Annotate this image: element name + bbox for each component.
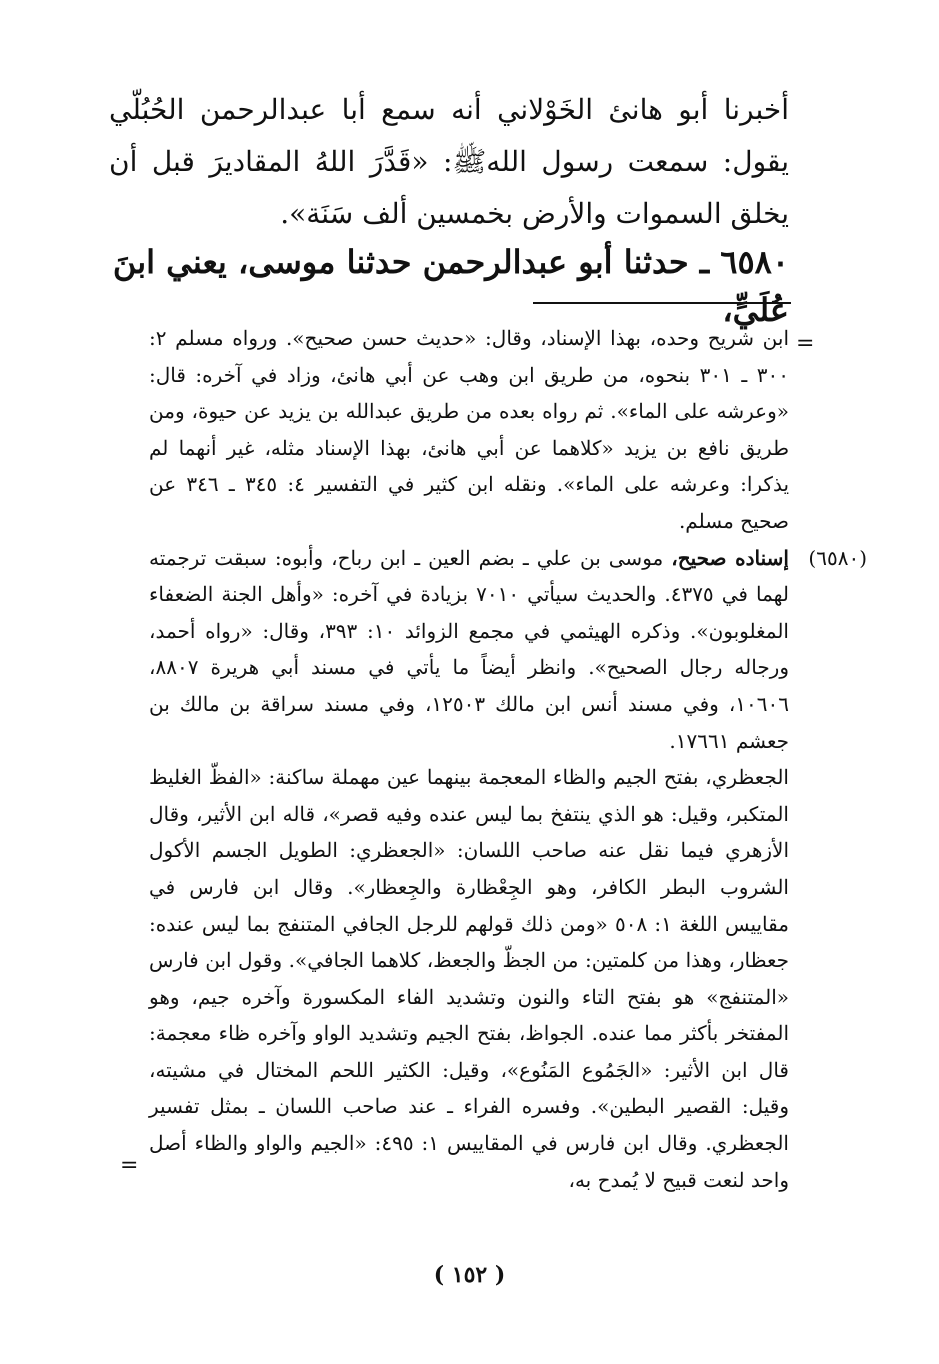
footnotes-block <box>149 320 867 1198</box>
main-paragraph: أخبرنا أبو هانئ الخَوْلاني أنه سمع أبا عبدالرحمن الحُبُلّي يقول: سمعت رسول اللهﷺ: «قَدَّرَ اللهُ المقاديرَ قبل أن يخلق السموات والأرض بخمسين ألف سَنَة». <box>109 93 789 230</box>
hadith-heading-text: حدثنا أبو عبدالرحمن حدثنا موسى، يعني ابنَ عُلَيٍّ، <box>112 243 789 329</box>
main-text-block <box>109 84 789 240</box>
footnote-gloss: الجعظري، بفتح الجيم والظاء المعجمة بينهما عين مهملة ساكنة: «الفظّ الغليظ المتكبر، وقيل: هو الذي ينتفخ بما ليس عنده وفيه قصر»، قاله ابن الأثير، وقال الأزهري فيما نقل عنه صاحب اللسان: «الجعظري: الطويل الجسم الأكول الشروب البطر الكافر، وهو الجِعْظارة والجِعظار». وقال ابن فارس في مقاييس اللغة ١: ٥٠٨ «ومن ذلك قولهم للرجل الجافي المتنفج بما ليس عنده: جعظار، وهذا من كلمتين: من الجظّ والجعظ، كلاهما الجافي». وقول ابن فارس «المتنفج» هو بفتح التاء والنون وتشديد الفاء المكسورة وآخره جيم، وهو المفتخر بأكثر مما عنده. الجواظ، بفتح الجيم وتشديد الواو وآخره ظاء معجمة: قال ابن الأثير: «الجَمُوع المَنُوع»، وقيل: الكثير اللحم المختال في مشيته، وقيل: القصير البطين». وفسره الفراء ـ عند صاحب اللسان ـ بمثل تفسير الجعظري. وقال ابن فارس في المقاييس ١: ٤٩٥: «الجيم والواو والظاء أصل واحد لنعت قبيح لا يُمدح به، <box>149 765 789 1192</box>
footnote-lead: إسناده صحيح، <box>671 545 789 570</box>
page-number: ( ١٥٢ ) <box>433 1262 506 1288</box>
footnote-continued: ابن شريح وحده، بهذا الإسناد، وقال: «حديث حسن صحيح». ورواه مسلم ٢: ٣٠٠ ـ ٣٠١ بنحوه، من طريق ابن وهب عن أبي هانئ، وزاد في آخره: قال: «وعرشه على الماء». ثم رواه بعده من طريق عبدالله بن يزيد عن حيوة، ومن طريق نافع بن يزيد «كلاهما عن أبي هانئ، بهذا الإسناد مثله، غير أنهما لم يذكرا: وعرشه على الماء». ونقله ابن كثير في التفسير ٤: ٣٤٥ ـ ٣٤٦ عن صحيح مسلم. <box>149 326 790 533</box>
continuation-mark: = <box>796 331 815 356</box>
footnote-number: (٦٥٨٠) <box>808 545 867 570</box>
footnote-6580 <box>149 540 867 760</box>
footnote-divider <box>533 302 791 304</box>
footnote-text: موسى بن علي ـ بضم العين ـ ابن رباح، وأبوه: سبقت ترجمته لهما في ٤٣٧٥. والحديث سيأتي ٧٠١٠ بزيادة في آخره: «وأهل الجنة الضعفاء المغلوبون». وذكره الهيثمي في مجمع الزوائد ١٠: ٣٩٣، وقال: «رواه أحمد، ورجاله رجال الصحيح». وانظر أيضاً ما يأتي في مسند أبي هريرة ٨٨٠٧، ١٠٦٠٦، وفي مسند أنس ابن مالك ١٢٥٠٣، وفي مسند سراقة بن مالك بن جعشم ١٧٦٦١. <box>149 545 789 753</box>
end-continuation-mark: = <box>120 1153 139 1178</box>
hadith-dash: ـ <box>688 243 721 281</box>
hadith-number: ٦٥٨٠ <box>720 243 789 281</box>
